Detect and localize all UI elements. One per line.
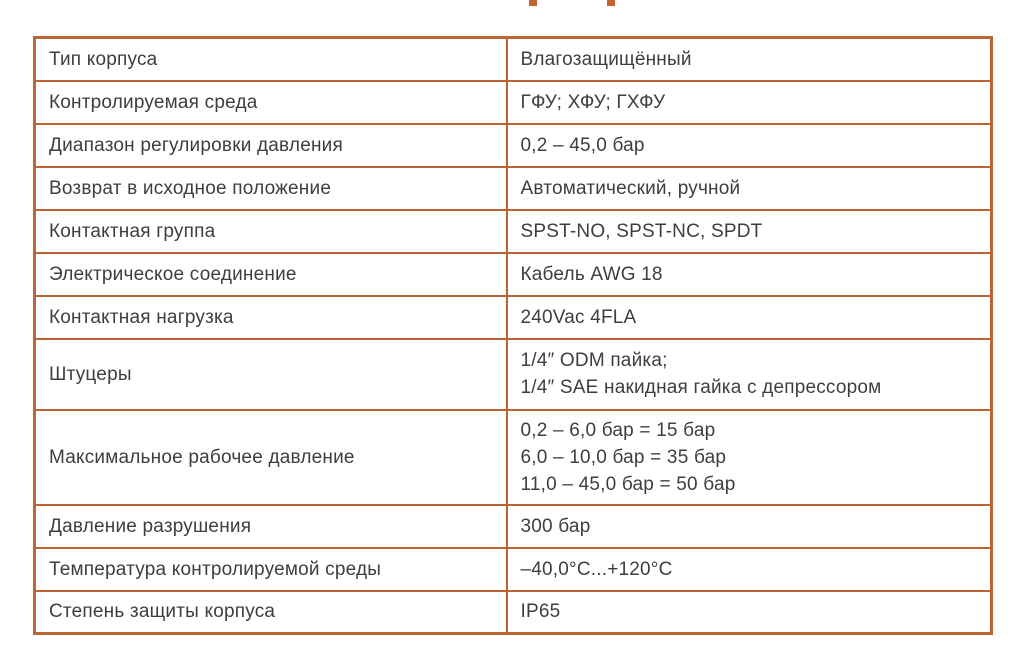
table-row bbox=[35, 296, 992, 339]
spec-value bbox=[507, 253, 992, 296]
spec-value-text: 11,0 – 45,0 бар = 50 бар bbox=[520, 473, 736, 495]
spec-param-label: Давление разрушения bbox=[49, 515, 252, 537]
spec-param-label: Диапазон регулировки давления bbox=[49, 134, 343, 156]
spec-param-label: Контактная нагрузка bbox=[49, 306, 234, 328]
spec-value-text: 300 бар bbox=[520, 515, 591, 537]
spec-param bbox=[35, 548, 507, 591]
spec-param bbox=[35, 253, 507, 296]
spec-param bbox=[35, 339, 507, 410]
spec-param-label: Электрическое соединение bbox=[49, 263, 297, 285]
spec-param bbox=[35, 410, 507, 505]
spec-param bbox=[35, 124, 507, 167]
spec-value-text: 1/4″ SAE накидная гайка с депрессором bbox=[520, 377, 882, 398]
spec-param-label: Максимальное рабочее давление bbox=[49, 446, 355, 468]
table-row bbox=[35, 548, 992, 591]
spec-param bbox=[35, 296, 507, 339]
spec-value-text: IP65 bbox=[520, 601, 561, 623]
spec-param-label: Тип корпуса bbox=[49, 48, 158, 70]
cropped-title-remnant bbox=[529, 0, 537, 6]
spec-value bbox=[507, 505, 992, 548]
spec-param bbox=[35, 167, 507, 210]
spec-value bbox=[507, 124, 992, 167]
table-row bbox=[35, 339, 992, 410]
spec-value-text: 6,0 – 10,0 бар = 35 бар bbox=[520, 446, 727, 468]
spec-value-text: 240Vac 4FLA bbox=[520, 306, 637, 328]
specs-table bbox=[33, 36, 993, 635]
spec-param bbox=[35, 505, 507, 548]
table-row bbox=[35, 81, 992, 124]
spec-value bbox=[507, 591, 992, 634]
spec-param-label: Температура контролируемой среды bbox=[49, 558, 382, 580]
spec-param bbox=[35, 38, 507, 81]
spec-value-text: –40,0°C...+120°C bbox=[520, 558, 673, 580]
spec-value-text: 1/4″ ODM пайка; bbox=[520, 350, 668, 371]
spec-value bbox=[507, 548, 992, 591]
table-row bbox=[35, 38, 992, 81]
spec-value-text: Кабель AWG 18 bbox=[520, 263, 663, 285]
table-row bbox=[35, 505, 992, 548]
spec-value bbox=[507, 38, 992, 81]
spec-value-text: 0,2 – 45,0 бар bbox=[520, 134, 645, 156]
spec-param-label: Контактная группа bbox=[49, 220, 216, 242]
table-row bbox=[35, 410, 992, 505]
table-row bbox=[35, 210, 992, 253]
spec-param bbox=[35, 81, 507, 124]
table-row bbox=[35, 591, 992, 634]
spec-value bbox=[507, 167, 992, 210]
spec-param-label: Штуцеры bbox=[49, 363, 132, 385]
spec-param-label: Контролируемая среда bbox=[49, 91, 258, 113]
spec-value-text: Влагозащищённый bbox=[520, 48, 692, 70]
spec-param-label: Степень защиты корпуса bbox=[49, 601, 276, 623]
spec-value bbox=[507, 410, 992, 505]
spec-value-text: ГФУ; ХФУ; ГХФУ bbox=[520, 91, 666, 113]
cropped-title-remnant bbox=[607, 0, 615, 6]
spec-param bbox=[35, 210, 507, 253]
spec-value bbox=[507, 296, 992, 339]
spec-value bbox=[507, 81, 992, 124]
spec-param bbox=[35, 591, 507, 634]
spec-value bbox=[507, 210, 992, 253]
table-row bbox=[35, 167, 992, 210]
spec-value bbox=[507, 339, 992, 410]
spec-param-label: Возврат в исходное положение bbox=[49, 177, 332, 199]
spec-value-text: SPST-NO, SPST-NC, SPDT bbox=[520, 220, 763, 242]
table-row bbox=[35, 253, 992, 296]
spec-value-text: Автоматический, ручной bbox=[520, 177, 741, 199]
table-row bbox=[35, 124, 992, 167]
spec-value-text: 0,2 – 6,0 бар = 15 бар bbox=[520, 419, 716, 441]
